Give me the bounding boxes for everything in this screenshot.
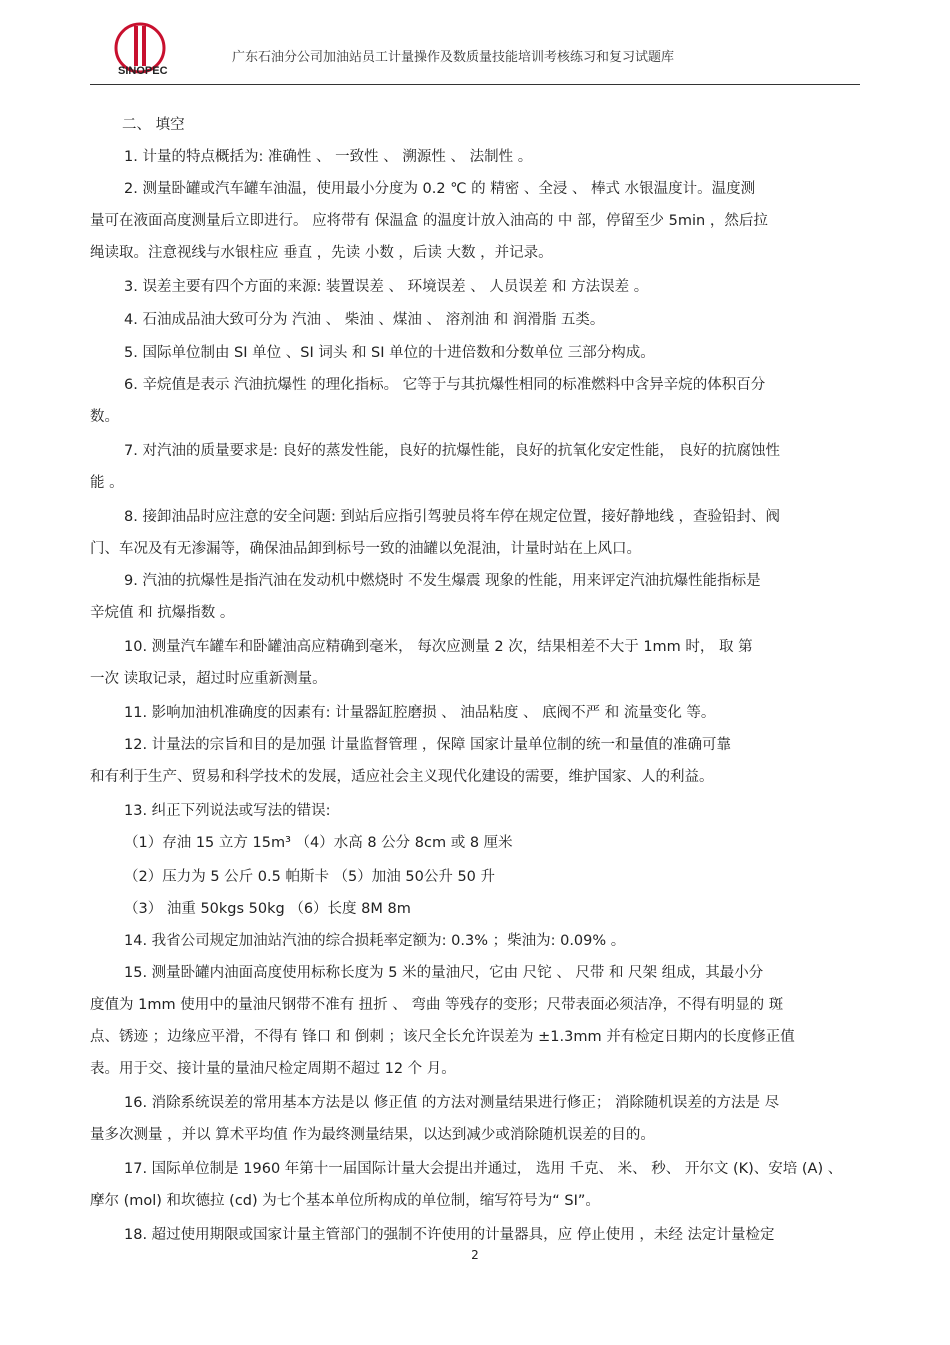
question-line: 量多次测量 ，并以 算术平均值 作为最终测量结果，以达到减少或消除随机误差的目的。 (90, 1127, 655, 1143)
question-line: （2）压力为 5 公斤 0.5 帕斯卡 （5）加油 50公升 50 升 (124, 869, 496, 885)
question-line: 能 。 (90, 475, 124, 491)
question-line: 4. 石油成品油大致可分为 汽油 、 柴油 、煤油 、 溶剂油 和 润滑脂 五类。 (124, 312, 605, 328)
question-line: 9. 汽油的抗爆性是指汽油在发动机中燃烧时 不发生爆震 现象的性能，用来评定汽油抗爆性能指标是 (124, 573, 761, 589)
question-line: 18. 超过使用期限或国家计量主管部门的强制不许使用的计量器具，应 停止使用 ，未经 法定计量检定 (124, 1227, 775, 1243)
question-line: 16. 消除系统误差的常用基本方法是以 修正值 的方法对测量结果进行修正； 消除随机误差的方法是 尽 (124, 1095, 780, 1111)
question-line: 和有利于生产、贸易和科学技术的发展，适应社会主义现代化建设的需要，维护国家、人的利益。 (90, 769, 714, 785)
question-line: 2. 测量卧罐或汽车罐车油温，使用最小分度为 0.2 ℃ 的 精密 、全浸 、 棒式 水银温度计。温度测 (124, 181, 756, 197)
question-line: 6. 辛烷值是表示 汽油抗爆性 的理化指标。 它等于与其抗爆性相同的标准燃料中含异辛烷的体积百分 (124, 377, 766, 393)
header-divider (90, 84, 860, 85)
sinopec-logo (112, 18, 178, 78)
question-line: 13. 纠正下列说法或写法的错误: (124, 803, 331, 819)
question-line: 17. 国际单位制是 1960 年第十一届国际计量大会提出并通过， 选用 千克、 米、 秒、 开尔文 (K)、安培 (A) 、 (124, 1161, 843, 1177)
question-line: 8. 接卸油品时应注意的安全问题: 到站后应指引驾驶员将车停在规定位置，接好静地线 ，查验铅封、阀 (124, 509, 781, 525)
question-line: 15. 测量卧罐内油面高度使用标称长度为 5 米的量油尺，它由 尺铊 、 尺带 和 尺架 组成，其最小分 (124, 965, 764, 981)
question-line: 点、锈迹 ；边缘应平滑，不得有 锋口 和 倒刺 ；该尺全长允许误差为 ±1.3mm 并有检定日期内的长度修正值 (90, 1029, 795, 1045)
question-line: 12. 计量法的宗旨和目的是加强 计量监督管理 ，保障 国家计量单位制的统一和量值的准确可靠 (124, 737, 731, 753)
question-line: 度值为 1mm 使用中的量油尺钢带不准有 扭折 、 弯曲 等残存的变形；尺带表面必须洁净，不得有明显的 斑 (90, 997, 784, 1013)
question-line: 量可在液面高度测量后立即进行。 应将带有 保温盒 的温度计放入油高的 中 部，停留至少 5min ，然后拉 (90, 213, 768, 229)
page-number: 2 (471, 1248, 479, 1262)
logo-text: SINOPEC (118, 65, 168, 77)
section-heading: 二、 填空 (122, 117, 185, 133)
question-line: 5. 国际单位制由 SI 单位 、SI 词头 和 SI 单位的十进倍数和分数单位 三部分构成。 (124, 345, 655, 361)
question-line: 14. 我省公司规定加油站汽油的综合损耗率定额为: 0.3% ；柴油为: 0.09% 。 (124, 933, 626, 949)
question-line: 表。用于交、接计量的量油尺检定周期不超过 12 个 月。 (90, 1061, 456, 1077)
question-line: 门、车况及有无渗漏等，确保油品卸到标号一致的油罐以免混油，计量时站在上风口。 (90, 541, 641, 557)
question-line: （3） 油重 50kgs 50kg （6）长度 8M 8m (124, 901, 411, 917)
question-line: 10. 测量汽车罐车和卧罐油高应精确到毫米， 每次应测量 2 次，结果相差不大于 1mm 时， 取 第 (124, 639, 753, 655)
question-line: 1. 计量的特点概括为: 准确性 、 一致性 、 溯源性 、 法制性 。 (124, 149, 533, 165)
question-line: 绳读取。注意视线与水银柱应 垂直 ，先读 小数 ，后读 大数 ，并记录。 (90, 245, 553, 261)
question-line: 摩尔 (mol) 和坎德拉 (cd) 为七个基本单位所构成的单位制，缩写符号为“ SI”。 (90, 1193, 600, 1209)
question-line: （1）存油 15 立方 15m³ （4）水高 8 公分 8cm 或 8 厘米 (124, 835, 513, 851)
question-line: 辛烷值 和 抗爆指数 。 (90, 605, 235, 621)
question-line: 数。 (90, 409, 119, 425)
header-title: 广东石油分公司加油站员工计量操作及数质量技能培训考核练习和复习试题库 (232, 50, 675, 65)
question-line: 7. 对汽油的质量要求是: 良好的蒸发性能，良好的抗爆性能，良好的抗氧化安定性能， 良好的抗腐蚀性 (124, 443, 781, 459)
question-line: 11. 影响加油机准确度的因素有: 计量器缸腔磨损 、 油品粘度 、 底阀不严 和 流量变化 等。 (124, 705, 716, 721)
question-line: 3. 误差主要有四个方面的来源: 装置误差 、 环境误差 、 人员误差 和 方法误差 。 (124, 279, 649, 295)
question-line: 一次 读取记录，超过时应重新测量。 (90, 671, 327, 687)
